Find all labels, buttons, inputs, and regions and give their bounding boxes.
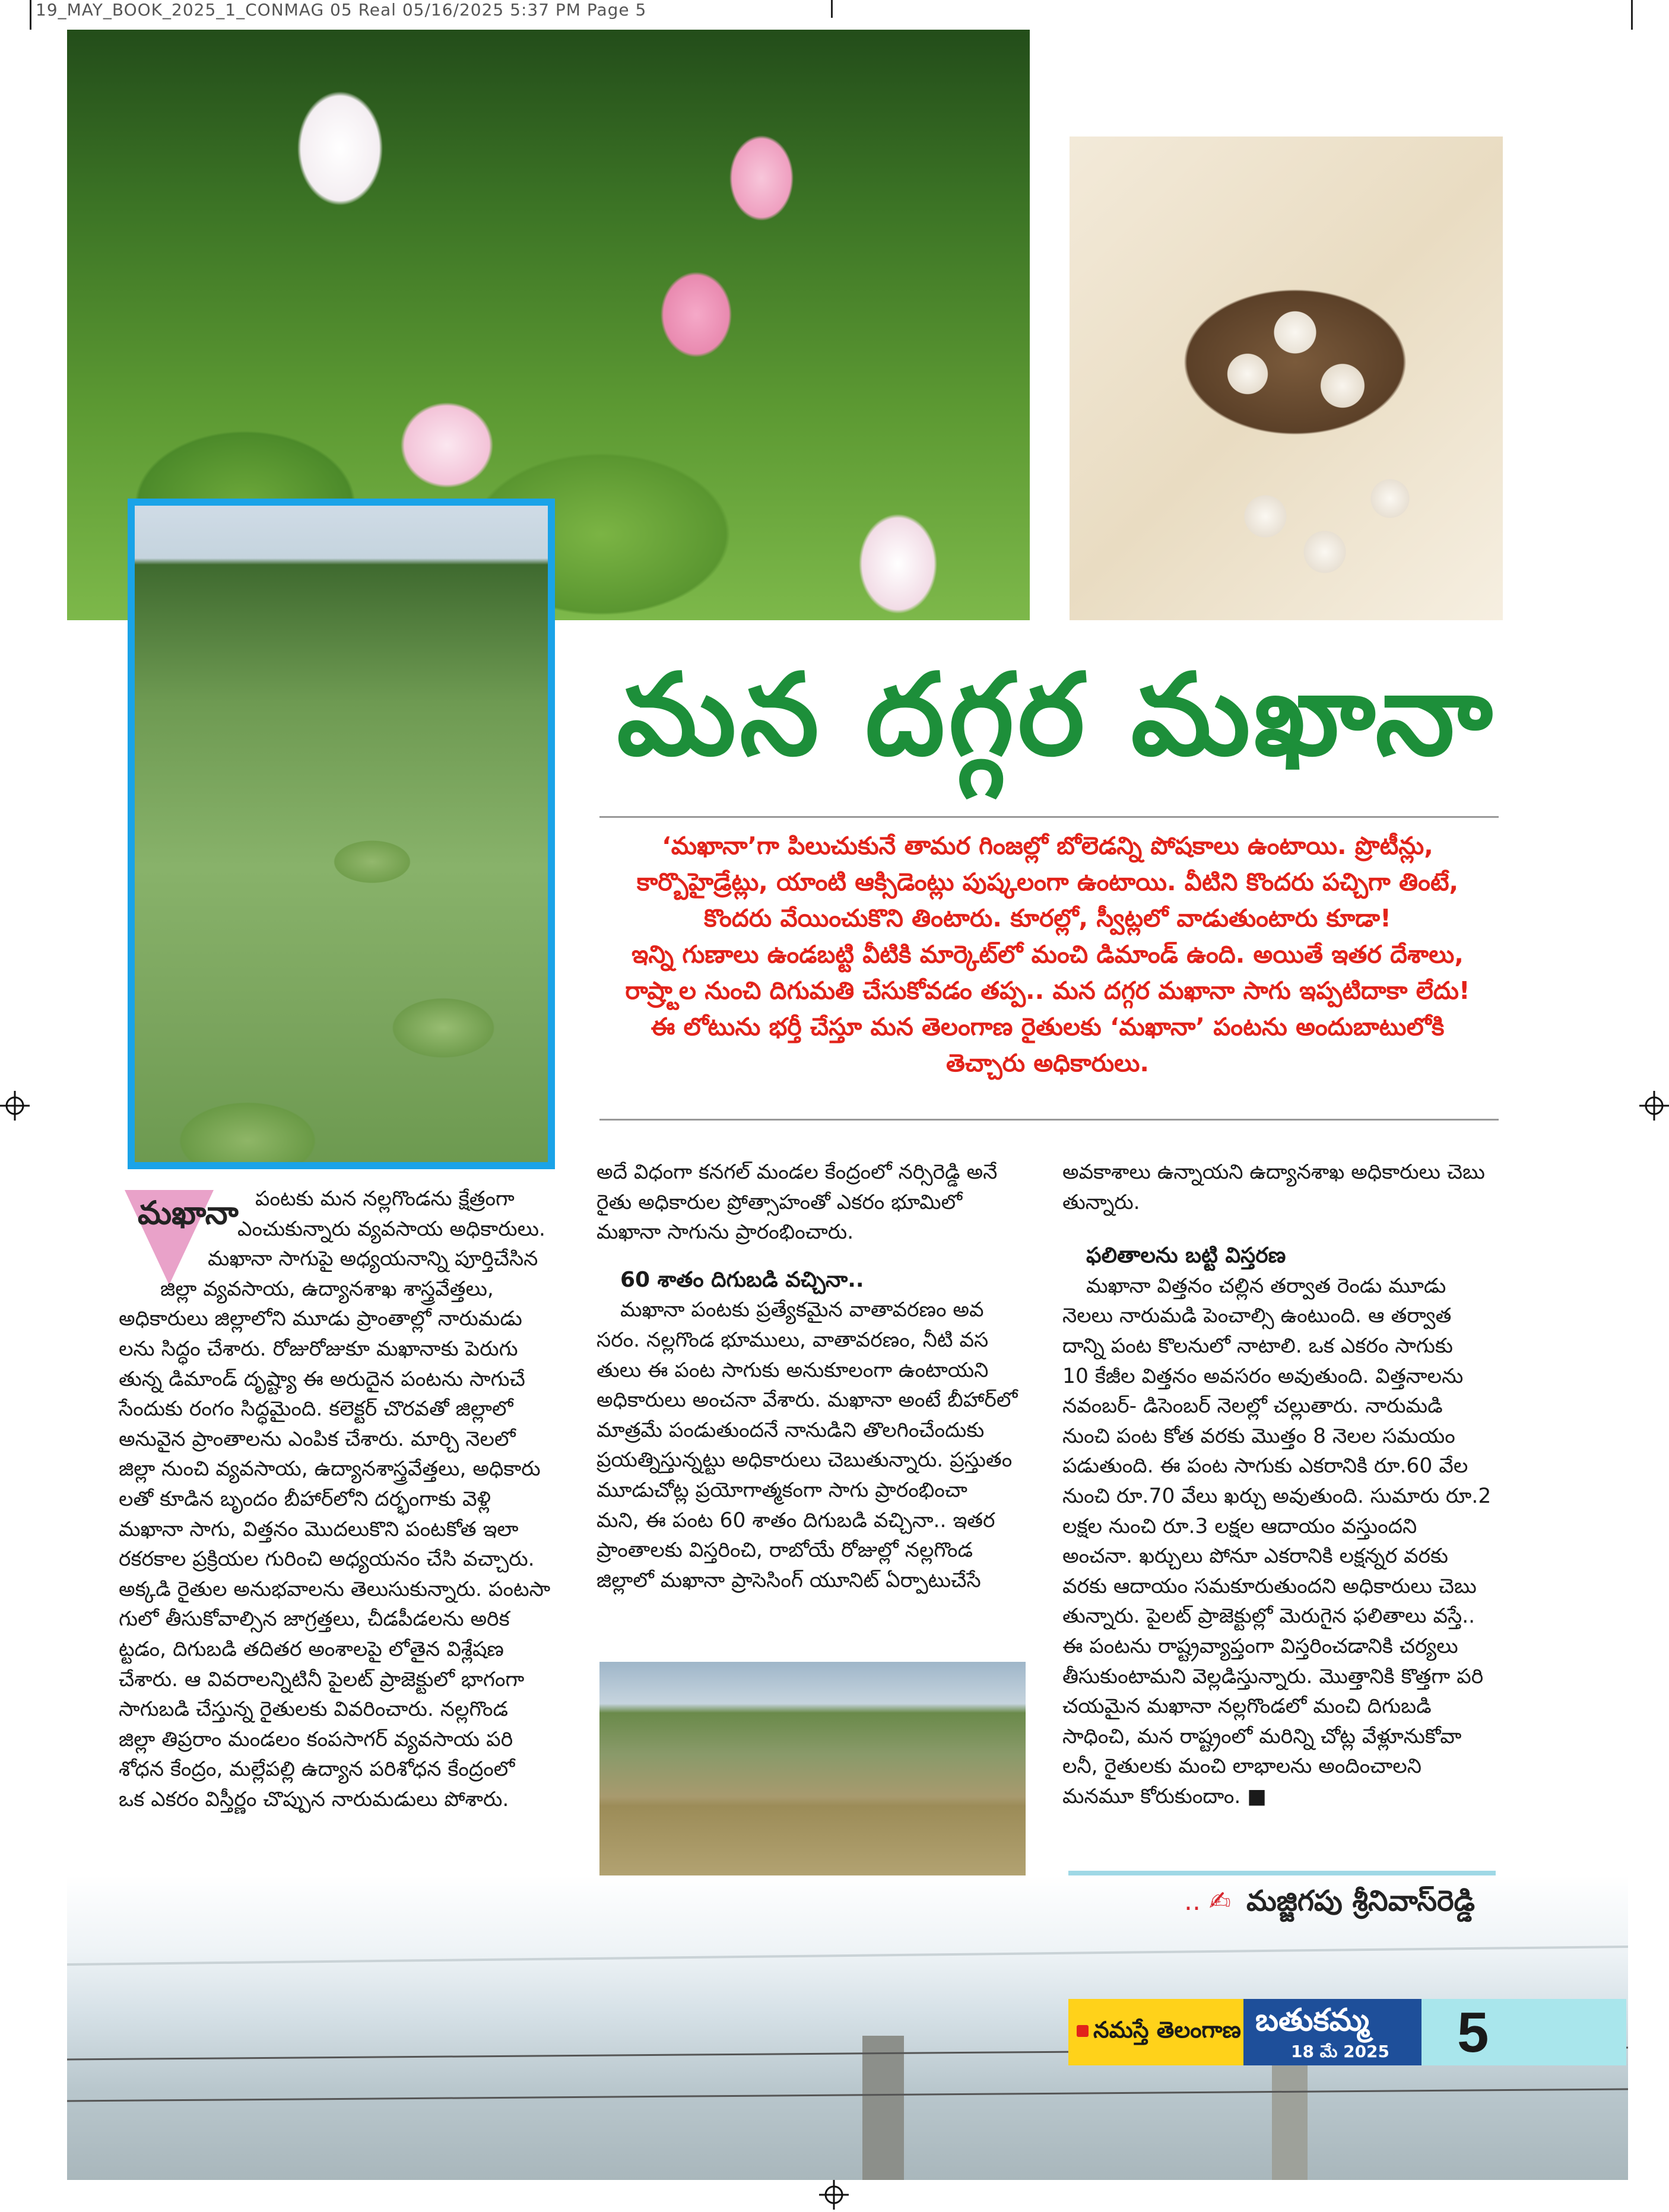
- col1-line: జిల్లా వ్యవసాయ, ఉద్యానశాఖ శాస్త్రవేత్తలు,: [160, 1277, 494, 1301]
- col1-line: తున్న డిమాండ్ దృష్ట్యా ఈ అరుదైన పంటను సాగుచే: [119, 1367, 525, 1391]
- intro-top-rule: [599, 816, 1499, 818]
- registration-mark-right: [1639, 1091, 1669, 1121]
- col1-line: మఖానా సాగు, విత్తనం మొదలుకొని పంటకోత ఇలా: [119, 1517, 519, 1541]
- registration-mark-bottom: [819, 2180, 849, 2210]
- col3-line: సాధించి, మన రాష్ట్రంలో మరిన్ని చోట్ల వేళ్లూనుకోవా: [1062, 1724, 1462, 1748]
- footer-bullet-icon: [1077, 2025, 1089, 2037]
- col1-line: రకరకాల ప్రక్రియల గురించి అధ్యయనం చేసి వచ్చారు.: [119, 1547, 535, 1572]
- officials-field-visit-photo: [599, 1662, 1026, 1894]
- col1-line: లను సిద్ధం చేశారు. రోజురోజుకూ మఖానాకు పెరుగు: [119, 1337, 518, 1361]
- intro-line: ఇన్ని గుణాలు ఉండబట్టి వీటికి మార్కెట్‌లో మంచి డిమాండ్ ఉంది. అయితే ఇతర దేశాలు,: [632, 940, 1464, 969]
- col1-line: గులో తీసుకోవాల్సిన జాగ్రత్తలు, చీడపీడలను అరిక: [119, 1607, 510, 1632]
- footer-magazine-band: [1243, 1999, 1421, 2065]
- col1-line: సాగుబడి చేస్తున్న రైతులకు వివరించారు. నల్లగొండ: [119, 1697, 509, 1722]
- article-intro: [594, 828, 1502, 1081]
- col3-line: నెలలు నారుమడి పెంచాల్సి ఉంటుంది. ఆ తర్వాత: [1062, 1304, 1452, 1328]
- col3-line: తున్నారు. పైలట్ ప్రాజెక్టుల్లో మెరుగైన ఫలితాలు వస్తే..: [1062, 1604, 1476, 1629]
- col3-line: లక్షల నుంచి రూ.3 లక్షల ఆదాయం వస్తుందని: [1062, 1514, 1417, 1538]
- col3-line: మఖానా విత్తనం చల్లిన తర్వాత రెండు మూడు: [1086, 1274, 1446, 1298]
- col1-line: అక్కడి రైతుల అనుభవాలను తెలుసుకున్నారు. పంటసా: [119, 1577, 551, 1601]
- column-3: [1062, 1157, 1496, 1811]
- crop-mark-left-v: [30, 0, 31, 30]
- dropcap-word: మఖానా: [138, 1194, 239, 1232]
- col2-line: సరం. నల్లగొండ భూములు, వాతావరణం, నీటి వస: [596, 1328, 989, 1352]
- pen-icon: .. ✍: [1184, 1886, 1231, 1916]
- intro-line: కార్బొహైడ్రేట్లు, యాంటి ఆక్సిడెంట్లు పుష్కలంగా ఉంటాయి. వీటిని కొందరు పచ్చిగా తింటే,: [636, 868, 1459, 896]
- col1-line: అనువైన ప్రాంతాలను ఎంపిక చేశారు. మార్చి నెలలో: [119, 1427, 516, 1451]
- col1-line: ఎంచుకున్నారు వ్యవసాయ అధికారులు.: [237, 1217, 545, 1241]
- footer-date: 18 మే 2025: [1291, 2042, 1390, 2061]
- col2-line: ప్రయత్నిస్తున్నట్టు అధికారులు చెబుతున్నారు. ప్రస్తుతం: [596, 1448, 1013, 1472]
- intro-line: ‘మఖానా’గా పిలుచుకునే తామర గింజల్లో బోలెడన్ని పోషకాలు ఉంటాయి. ప్రొటీన్లు,: [662, 832, 1433, 860]
- col2-line: మూడుచోట్ల ప్రయోగాత్మకంగా సాగు ప్రారంభించా: [596, 1478, 967, 1502]
- col3-line: ఈ పంటను రాష్ట్రవ్యాప్తంగా విస్తరించడానికి చర్యలు: [1062, 1634, 1458, 1658]
- article-title: మన దగ్గర మఖానా: [617, 649, 1496, 780]
- col3-line: లనీ, రైతులకు మంచి లాభాలను అందించాలని: [1062, 1754, 1421, 1779]
- col2-line: అధికారులు అంచనా వేశారు. మఖానా అంటే బీహార్‌లో: [596, 1388, 1018, 1413]
- crop-mark-right-v: [1631, 0, 1633, 30]
- col3-line: అవకాశాలు ఉన్నాయని ఉద్యానశాఖ అధికారులు చెబు: [1062, 1160, 1485, 1184]
- col1-line: ట్టడం, దిగుబడి తదితర అంశాలపై లోతైన విశ్లేషణ: [119, 1637, 504, 1661]
- col3-line: మనమూ కోరుకుందాం. ■: [1062, 1784, 1267, 1808]
- col1-line: చేశారు. ఆ వివరాలన్నిటినీ పైలట్ ప్రాజెక్టులో భాగంగా: [119, 1667, 525, 1691]
- makhana-seeds-photo: [1070, 137, 1503, 620]
- col2-line: మఖానా పంటకు ప్రత్యేకమైన వాతావరణం అవ: [620, 1298, 984, 1322]
- byline-rule: [1068, 1871, 1496, 1875]
- col3-line: నుంచి పంట కోత వరకు మొత్తం 8 నెలల సమయం: [1062, 1424, 1455, 1448]
- column-2: [596, 1157, 1021, 1595]
- col1-line: లతో కూడిన బృందం బీహార్‌లోని దర్భంగాకు వెళ్లి: [119, 1487, 491, 1511]
- col1-line: పంటకు మన నల్లగొండను క్షేత్రంగా: [255, 1187, 515, 1211]
- footer-page-band: [1421, 1999, 1626, 2065]
- print-slug: 19_MAY_BOOK_2025_1_CONMAG 05 Real 05/16/2025 5:37 PM Page 5: [36, 0, 647, 20]
- intro-line: తెచ్చారు అధికారులు.: [946, 1049, 1149, 1077]
- col1-line: జిల్లా తిప్రరాం మండలం కంపసాగర్ వ్యవసాయ పరి: [119, 1727, 513, 1751]
- col3-subhead: ఫలితాలను బట్టి విస్తరణ: [1086, 1243, 1286, 1268]
- col3-line: నవంబర్- డిసెంబర్ నెలల్లో చల్లుతారు. నారుమడి: [1062, 1394, 1443, 1418]
- col2-line: రైతు అధికారుల ప్రోత్సాహంతో ఎకరం భూమిలో: [596, 1190, 963, 1214]
- crop-mark-top: [831, 0, 833, 18]
- col3-line: తున్నారు.: [1062, 1190, 1140, 1214]
- intro-bottom-rule: [599, 1119, 1499, 1121]
- col3-line: వరకు ఆదాయం సమకూరుతుందని అధికారులు చెబు: [1062, 1574, 1477, 1598]
- col3-line: అంచనా. ఖర్చులు పోనూ ఎకరానికి లక్షన్నర వరకు: [1062, 1544, 1448, 1569]
- footer-publication: నమస్తే తెలంగాణ: [1093, 2017, 1241, 2043]
- col2-line: తులు ఈ పంట సాగుకు అనుకూలంగా ఉంటాయని: [596, 1358, 989, 1382]
- intro-line: కొందరు వేయించుకొని తింటారు. కూరల్లో, స్వీట్లలో వాడుతుంటారు కూడా!: [704, 904, 1391, 932]
- col2-line: అదే విధంగా కనగల్ మండల కేంద్రంలో నర్సిరెడ్డి అనే: [596, 1160, 998, 1184]
- column-1: [119, 1184, 567, 1814]
- col3-line: తీసుకుంటామని వెల్లడిస్తున్నారు. మొత్తానికి కొత్తగా పరి: [1062, 1664, 1484, 1689]
- footer-publication-band: [1068, 1999, 1243, 2065]
- col1-line: సేందుకు రంగం సిద్ధమైంది. కలెక్టర్ చొరవతో జిల్లాలో: [119, 1397, 513, 1421]
- col1-line: ఒక ఎకరం విస్తీర్ణం చొప్పున నారుమడులు పోశారు.: [119, 1787, 509, 1811]
- col2-line: మని, ఈ పంట 60 శాతం దిగుబడి వచ్చినా.. ఇతర: [596, 1508, 995, 1532]
- col1-line: అధికారులు జిల్లాలోని మూడు ప్రాంతాల్లో నారుమడు: [119, 1307, 522, 1331]
- makhana-pond-photo: [128, 499, 555, 1169]
- col1-line: శోధన కేంద్రం, మల్లేపల్లి ఉద్యాన పరిశోధన కేంద్రంలో: [119, 1757, 515, 1782]
- col1-line: మఖానా సాగుపై అధ్యయనాన్ని పూర్తిచేసిన: [208, 1247, 538, 1271]
- col3-line: నుంచి రూ.70 వేలు ఖర్చు అవుతుంది. సుమారు రూ.2: [1062, 1484, 1492, 1508]
- col3-line: 10 కేజీల విత్తనం అవసరం అవుతుంది. విత్తనాలను: [1062, 1364, 1464, 1388]
- col3-line: చయమైన మఖానా నల్లగొండలో మంచి దిగుబడి: [1062, 1694, 1432, 1719]
- footer-magazine: బతుకమ్మ: [1255, 2002, 1369, 2038]
- intro-line: రాష్ర్టాల నుంచి దిగుమతి చేసుకోవడం తప్ప.. మన దగ్గర మఖానా సాగు ఇప్పటిదాకా లేదు!: [625, 976, 1470, 1005]
- col2-subhead: 60 శాతం దిగుబడి వచ్చినా..: [620, 1267, 864, 1292]
- col3-line: దాన్ని పంట కొలనులో నాటాలి. ఒక ఎకరం సాగుకు: [1062, 1334, 1453, 1358]
- intro-line: ఈ లోటును భర్తీ చేస్తూ మన తెలంగాణ రైతులకు ‘మఖానా’ పంటను అందుబాటులోకి: [651, 1013, 1445, 1041]
- col2-line: జిల్లాలో మఖానా ప్రాసెసింగ్ యూనిట్ ఏర్పాటుచేసే: [596, 1568, 981, 1592]
- col2-line: మఖానా సాగును ప్రారంభించారు.: [596, 1220, 854, 1245]
- col3-line: పడుతుంది. ఈ పంట సాగుకు ఎకరానికి రూ.60 వేల: [1062, 1454, 1468, 1478]
- col2-line: ప్రాంతాలకు విస్తరించి, రాబోయే రోజుల్లో నల్లగొండ: [596, 1538, 973, 1563]
- page-number: 5: [1457, 2001, 1489, 2064]
- article-byline: మజ్జిగపు శ్రీనివాస్‌రెడ్డి: [1246, 1884, 1476, 1918]
- registration-mark-left: [0, 1091, 30, 1121]
- col1-line: జిల్లా నుంచి వ్యవసాయ, ఉద్యానశాస్త్రవేత్తలు, అధికారు: [119, 1457, 541, 1481]
- col2-line: మాత్రమే పండుతుందనే నానుడిని తొలగించేందుకు: [596, 1418, 985, 1442]
